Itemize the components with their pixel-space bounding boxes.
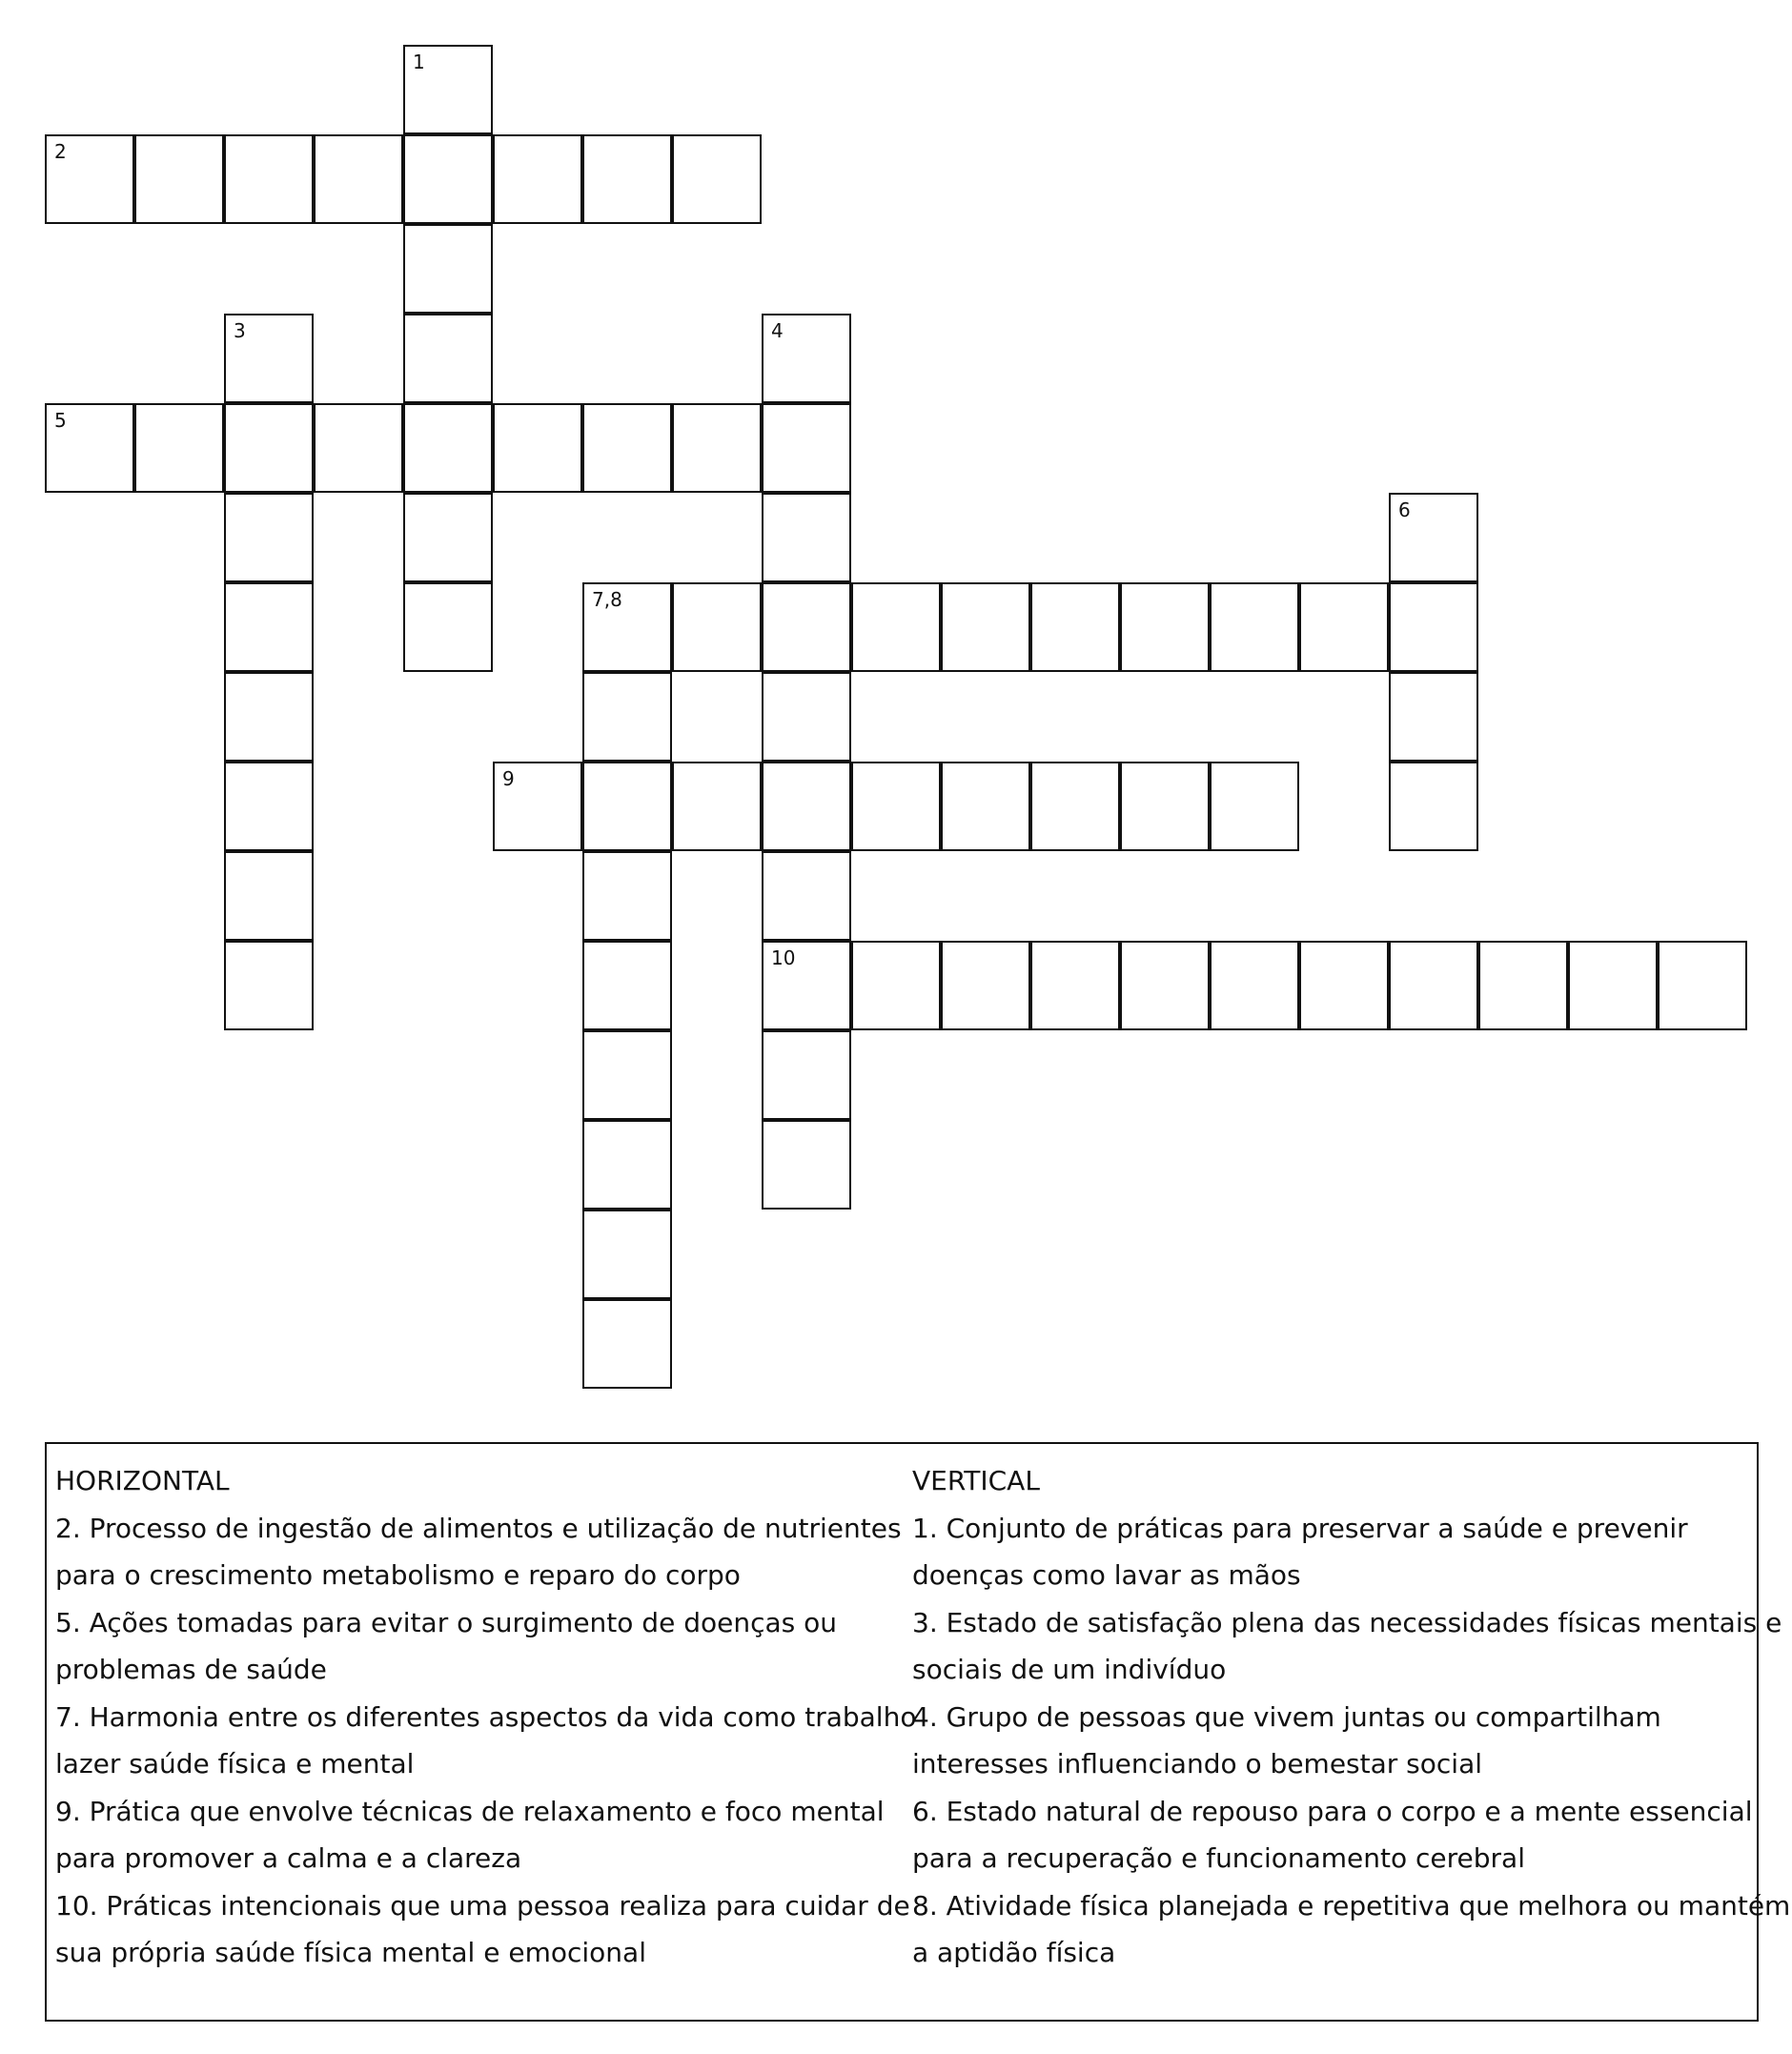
grid-cell[interactable]	[224, 134, 314, 224]
grid-cell[interactable]	[762, 1030, 851, 1120]
grid-cell[interactable]	[224, 672, 314, 762]
grid-cell[interactable]	[1389, 672, 1478, 762]
grid-cell[interactable]	[45, 403, 134, 493]
grid-cell[interactable]	[403, 493, 493, 582]
grid-cell[interactable]	[582, 1030, 672, 1120]
grid-cell[interactable]	[224, 493, 314, 582]
grid-cell[interactable]	[762, 314, 851, 403]
horizontal-heading: HORIZONTAL	[55, 1465, 230, 1496]
grid-cell[interactable]	[941, 762, 1030, 851]
clue-number: 7,8	[592, 588, 622, 611]
grid-cell[interactable]	[672, 762, 762, 851]
grid-cell[interactable]	[1210, 582, 1299, 672]
clue-line: para a recuperação e funcionamento cerebral	[912, 1842, 1525, 1874]
grid-cell[interactable]	[134, 134, 224, 224]
grid-cell[interactable]	[762, 851, 851, 941]
grid-cell[interactable]	[762, 762, 851, 851]
grid-cell[interactable]	[224, 403, 314, 493]
clue-line: 1. Conjunto de práticas para preservar a saúde e prevenir	[912, 1512, 1688, 1544]
grid-cell[interactable]	[1389, 493, 1478, 582]
grid-cell[interactable]	[224, 314, 314, 403]
grid-cell[interactable]	[1389, 941, 1478, 1030]
grid-cell[interactable]	[1030, 941, 1120, 1030]
grid-cell[interactable]	[403, 314, 493, 403]
grid-cell[interactable]	[762, 1120, 851, 1210]
clues-box	[45, 1442, 1791, 2022]
grid-cell[interactable]	[403, 582, 493, 672]
grid-cell[interactable]	[851, 941, 941, 1030]
grid-cell[interactable]	[493, 134, 582, 224]
grid-cell[interactable]	[582, 941, 672, 1030]
clue-line: 10. Práticas intencionais que uma pessoa realiza para cuidar de	[55, 1889, 910, 1922]
grid-cell[interactable]	[582, 851, 672, 941]
clue-number: 9	[502, 767, 515, 790]
grid-cell[interactable]	[1120, 941, 1210, 1030]
clue-number: 5	[54, 409, 67, 432]
grid-cell[interactable]	[762, 403, 851, 493]
grid-cell[interactable]	[1120, 582, 1210, 672]
clue-line: doenças como lavar as mãos	[912, 1559, 1301, 1591]
grid-cell[interactable]	[672, 403, 762, 493]
grid-cell[interactable]	[224, 941, 314, 1030]
vertical-heading: VERTICAL	[912, 1465, 1040, 1496]
grid-cell[interactable]	[1030, 762, 1120, 851]
clue-number: 4	[771, 319, 784, 342]
clue-line: 5. Ações tomadas para evitar o surgimento de doenças ou	[55, 1606, 837, 1638]
grid-cell[interactable]	[1389, 762, 1478, 851]
grid-cell[interactable]	[672, 134, 762, 224]
clue-line: 4. Grupo de pessoas que vivem juntas ou compartilham	[912, 1700, 1661, 1733]
grid-cell[interactable]	[1210, 941, 1299, 1030]
grid-cell[interactable]	[582, 672, 672, 762]
grid-cell[interactable]	[1299, 941, 1389, 1030]
grid-cell[interactable]	[582, 762, 672, 851]
grid-cell[interactable]	[45, 134, 134, 224]
clue-line: 7. Harmonia entre os diferentes aspectos da vida como trabalho	[55, 1700, 917, 1733]
grid-cell[interactable]	[851, 582, 941, 672]
clue-number: 1	[413, 51, 425, 73]
grid-cell[interactable]	[1120, 762, 1210, 851]
grid-cell[interactable]	[582, 1120, 672, 1210]
clue-line: para o crescimento metabolismo e reparo do corpo	[55, 1559, 741, 1591]
clue-line: sua própria saúde física mental e emocional	[55, 1937, 646, 1968]
clue-line: lazer saúde física e mental	[55, 1748, 415, 1779]
clue-line: 3. Estado de satisfação plena das necessidades físicas mentais e	[912, 1606, 1782, 1638]
clue-line: para promover a calma e a clareza	[55, 1842, 522, 1874]
grid-cell[interactable]	[1030, 582, 1120, 672]
clue-line: interesses influenciando o bemestar social	[912, 1748, 1483, 1779]
grid-cell[interactable]	[582, 1210, 672, 1299]
grid-cell[interactable]	[1568, 941, 1658, 1030]
grid-cell[interactable]	[672, 582, 762, 672]
grid-cell[interactable]	[582, 134, 672, 224]
clue-number: 2	[54, 140, 67, 163]
grid-cell[interactable]	[493, 762, 582, 851]
grid-cell[interactable]	[493, 403, 582, 493]
clue-line: sociais de um indivíduo	[912, 1654, 1227, 1685]
grid-cell[interactable]	[762, 582, 851, 672]
clue-line: 8. Atividade física planejada e repetitiva que melhora ou mantém	[912, 1889, 1791, 1922]
grid-cell[interactable]	[403, 134, 493, 224]
grid-cell[interactable]	[941, 582, 1030, 672]
clue-number: 10	[771, 946, 796, 969]
grid-cell[interactable]	[941, 941, 1030, 1030]
clue-line: 2. Processo de ingestão de alimentos e utilização de nutrientes	[55, 1512, 902, 1544]
grid-cell[interactable]	[1658, 941, 1747, 1030]
grid-cell[interactable]	[851, 762, 941, 851]
grid-cell[interactable]	[403, 224, 493, 314]
grid-cell[interactable]	[403, 403, 493, 493]
grid-cell[interactable]	[1299, 582, 1389, 672]
grid-cell[interactable]	[582, 403, 672, 493]
grid-cell[interactable]	[762, 941, 851, 1030]
grid-cell[interactable]	[762, 493, 851, 582]
clue-number: 6	[1398, 498, 1411, 521]
clue-line: a aptidão física	[912, 1937, 1116, 1968]
clue-line: problemas de saúde	[55, 1654, 327, 1685]
grid-cell[interactable]	[1478, 941, 1568, 1030]
vertical-clues	[912, 1457, 1791, 1977]
grid-cell[interactable]	[224, 582, 314, 672]
grid-cell[interactable]	[1389, 582, 1478, 672]
clue-line: 9. Prática que envolve técnicas de relaxamento e foco mental	[55, 1795, 885, 1827]
clue-line: 6. Estado natural de repouso para o corpo e a mente essencial	[912, 1795, 1753, 1827]
grid-cell[interactable]	[403, 45, 493, 134]
grid-cell[interactable]	[582, 582, 672, 672]
grid-cell[interactable]	[134, 403, 224, 493]
grid-cell[interactable]	[582, 1299, 672, 1389]
grid-cell[interactable]	[314, 134, 403, 224]
grid-cell[interactable]	[314, 403, 403, 493]
grid-cell[interactable]	[762, 672, 851, 762]
grid-cell[interactable]	[224, 762, 314, 851]
horizontal-clues	[55, 1457, 917, 1977]
grid-cell[interactable]	[1210, 762, 1299, 851]
clue-number: 3	[234, 319, 246, 342]
grid-cell[interactable]	[224, 851, 314, 941]
